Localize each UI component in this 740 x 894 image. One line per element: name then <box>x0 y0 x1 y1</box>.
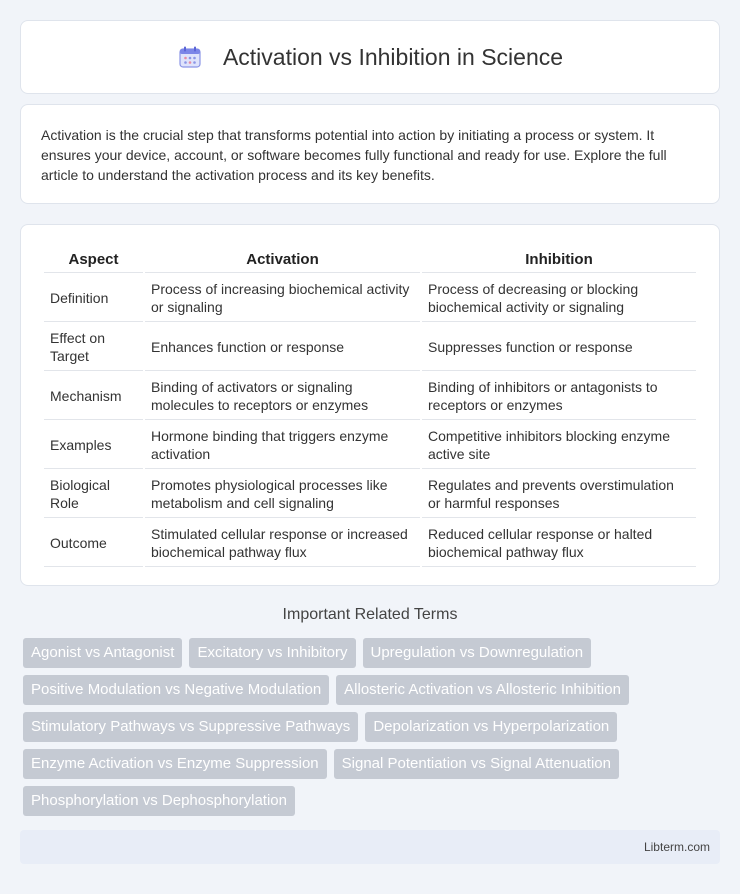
related-term-tag[interactable]: Agonist vs Antagonist <box>23 638 182 668</box>
table-row <box>44 471 696 518</box>
table-row <box>44 324 696 371</box>
related-term-tag[interactable]: Enzyme Activation vs Enzyme Suppression <box>23 749 327 779</box>
related-term-tag[interactable]: Phosphorylation vs Dephosphorylation <box>23 786 295 816</box>
table-row <box>44 422 696 469</box>
related-term-tag[interactable]: Upregulation vs Downregulation <box>363 638 592 668</box>
header-aspect: Aspect <box>44 247 143 273</box>
calendar-icon <box>177 44 203 70</box>
title-card <box>20 20 720 94</box>
table-cell-inhibition: Process of decreasing or blocking biochemical activity or signaling <box>422 275 696 322</box>
table-cell-activation: Promotes physiological processes like metabolism and cell signaling <box>145 471 420 518</box>
table-cell-inhibition: Reduced cellular response or halted biochemical pathway flux <box>422 520 696 567</box>
table-cell-inhibition: Competitive inhibitors blocking enzyme active site <box>422 422 696 469</box>
table-cell-inhibition: Binding of inhibitors or antagonists to receptors or enzymes <box>422 373 696 420</box>
header-activation: Activation <box>145 247 420 273</box>
header-inhibition: Inhibition <box>422 247 696 273</box>
intro-text: Activation is the crucial step that transforms potential into action by initiating a process or system. It ensures your device, account, or software becomes fully functional and ready for use. Explore the full article to understand the activation process and its key benefits. <box>41 127 667 183</box>
table-cell-activation: Hormone binding that triggers enzyme activation <box>145 422 420 469</box>
page-title: Activation vs Inhibition in Science <box>222 43 564 70</box>
table-row <box>44 275 696 322</box>
footer <box>20 830 720 864</box>
table-row <box>44 520 696 567</box>
related-term-tag[interactable]: Depolarization vs Hyperpolarization <box>365 712 617 742</box>
table-cell-activation: Binding of activators or signaling molecules to receptors or enzymes <box>145 373 420 420</box>
related-term-tag[interactable]: Stimulatory Pathways vs Suppressive Pathways <box>23 712 358 742</box>
intro-card <box>20 104 720 204</box>
related-term-tag[interactable]: Positive Modulation vs Negative Modulation <box>23 675 329 705</box>
related-terms-list <box>23 638 723 816</box>
related-term-tag[interactable]: Signal Potentiation vs Signal Attenuation <box>334 749 619 779</box>
table-cell-inhibition: Regulates and prevents overstimulation or harmful responses <box>422 471 696 518</box>
comparison-table-card <box>20 224 720 586</box>
table-row <box>44 373 696 420</box>
table-cell-aspect: Effect on Target <box>44 324 143 371</box>
table-cell-activation: Stimulated cellular response or increased biochemical pathway flux <box>145 520 420 567</box>
footer-site-link[interactable]: Libterm.com <box>643 840 710 854</box>
table-header-row <box>44 247 696 273</box>
comparison-table <box>42 245 698 569</box>
related-term-tag[interactable]: Excitatory vs Inhibitory <box>189 638 355 668</box>
table-cell-activation: Enhances function or response <box>145 324 420 371</box>
related-term-tag[interactable]: Allosteric Activation vs Allosteric Inhibition <box>336 675 629 705</box>
table-cell-aspect: Definition <box>44 275 143 322</box>
table-cell-aspect: Mechanism <box>44 373 143 420</box>
related-terms-title: Important Related Terms <box>282 606 458 623</box>
table-cell-aspect: Biological Role <box>44 471 143 518</box>
table-cell-activation: Process of increasing biochemical activity or signaling <box>145 275 420 322</box>
table-cell-aspect: Outcome <box>44 520 143 567</box>
table-cell-aspect: Examples <box>44 422 143 469</box>
table-cell-inhibition: Suppresses function or response <box>422 324 696 371</box>
